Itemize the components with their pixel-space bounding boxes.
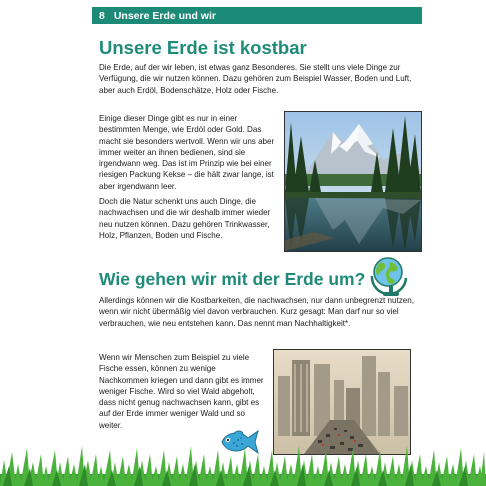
paragraph-sustainability: Allerdings können wir die Kostbarkeiten, die nachwachsen, nur dann unbegrenzt nutzen, wenn wir nicht übermäßig viel davon verbrauchen. Kurz gesagt: Man darf nur so viel verbrauchen, wie neu entstehen kann. Das nennt man Nachhaltigkeit*. xyxy=(99,296,414,328)
globe-icon xyxy=(366,254,410,298)
paragraph-intro: Die Erde, auf der wir leben, ist etwas ganz Besonderes. Sie stellt uns viele Dinge zur Verfügung, die wir nutzen können. Dazu gehören zum Beispiel Wasser, Boden und Luft, aber auch Erdöl, Bodenschätze, Holz oder Fische. xyxy=(99,63,412,95)
paragraph-limited-resources: Einige dieser Dinge gibt es nur in einer bestimmten Menge, wie Erdöl oder Gold. Das macht sie besonders wertvoll. Wenn wir uns aber immer weiter an ihnen bedienen, sind sie irgendwann weg. Das ist im Prinzip wie bei einer riesigen Packung Kekse – die hält zwar lange, ist aber irgendwann leer. xyxy=(99,114,275,191)
mountain-lake-forest-photo xyxy=(284,111,422,252)
paragraph-renewable-resources: Doch die Natur schenkt uns auch Dinge, die nachwachsen und die wir deshalb immer wieder neu nutzen können. Dazu gehören Trinkwasser, Holz, Pflanzen, Boden und Fische. xyxy=(99,197,271,240)
grass-border xyxy=(0,444,486,486)
city-smog-traffic-photo xyxy=(273,349,411,455)
page-header-bar xyxy=(92,7,422,24)
section-heading-umgang: Wie gehen wir mit der Erde um? xyxy=(99,269,366,289)
page-number: 8 xyxy=(99,9,105,22)
section-heading-kostbar: Unsere Erde ist kostbar xyxy=(99,37,307,58)
paragraph-overuse: Wenn wir Menschen zum Beispiel zu viele Fische essen, können zu wenige Nachkommen kriegen und dann gibt es immer weniger Fische. Wird so viel Wald abgeholt, dass nicht genug nachwachsen kann, gibt es auf der Erde immer weniger Wald und so weiter. xyxy=(99,353,264,430)
chapter-title: Unsere Erde und wir xyxy=(113,9,216,22)
